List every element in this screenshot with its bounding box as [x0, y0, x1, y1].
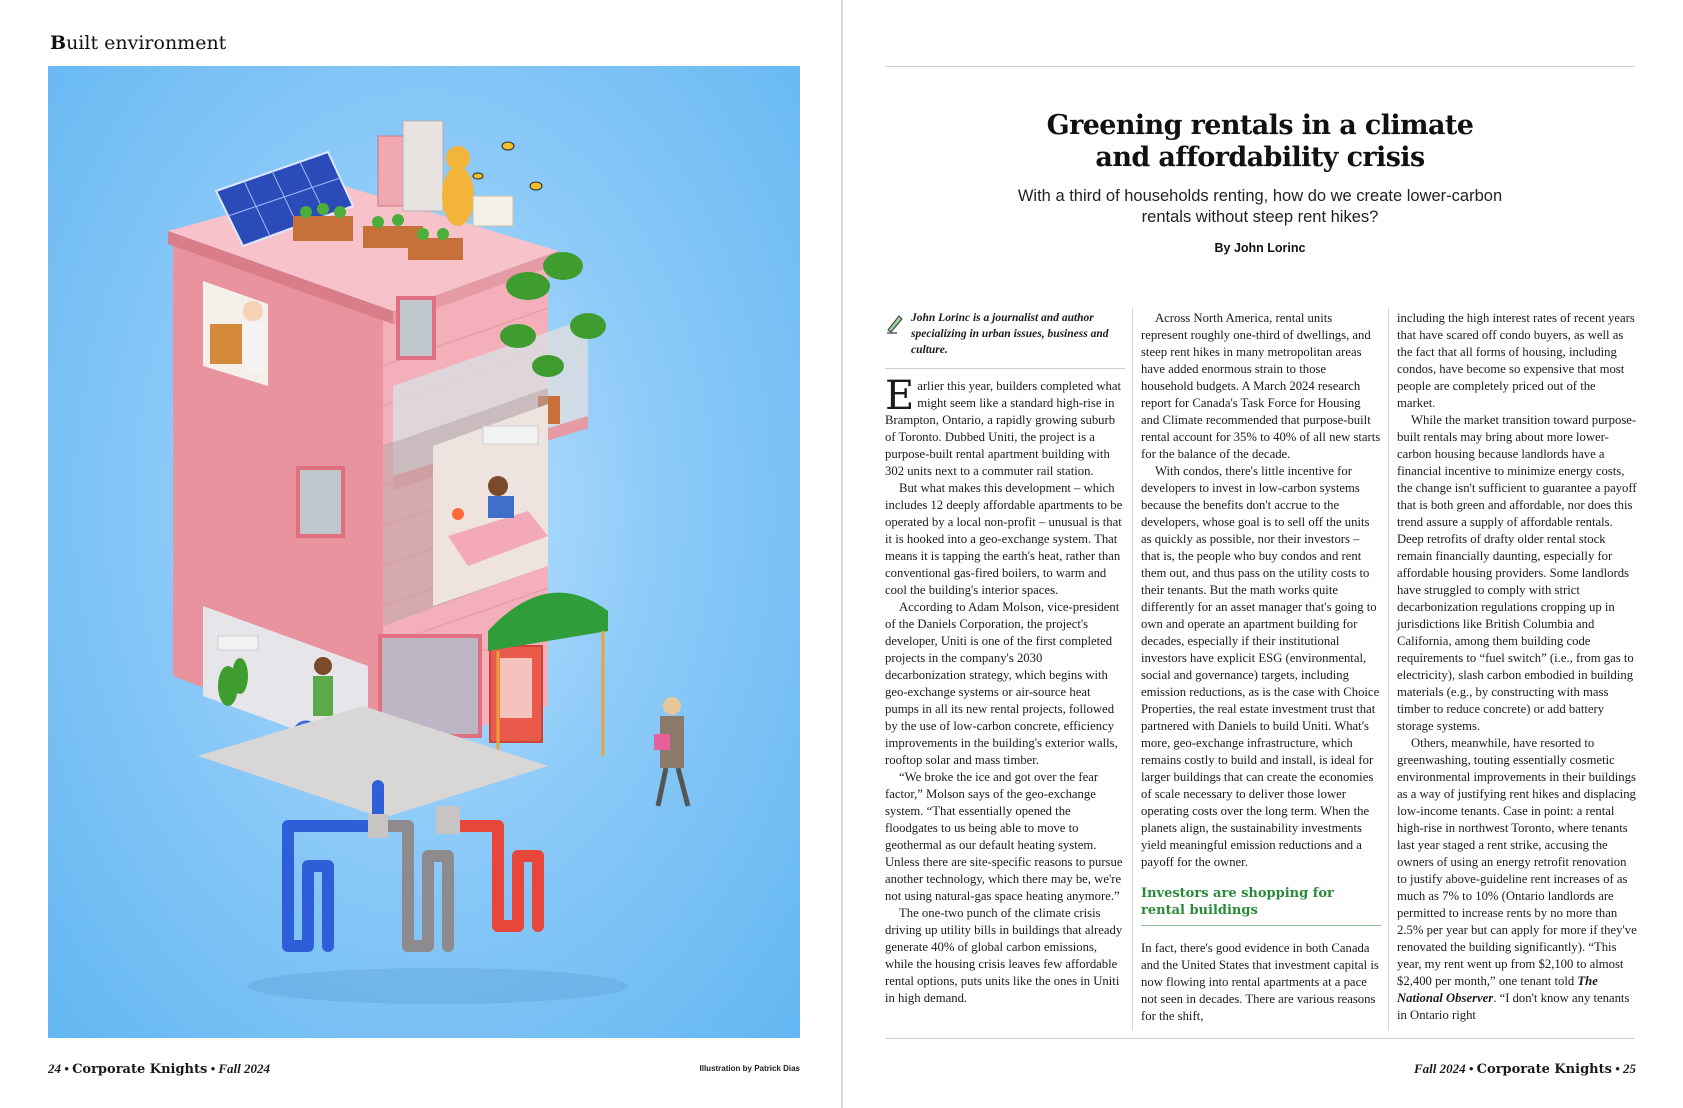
lamp [452, 508, 464, 520]
article-column-1 [885, 310, 1125, 1007]
author-bio: John Lorinc is a journalist and author specializing in urban issues, business and culture. [885, 310, 1125, 369]
paragraph: Across North America, rental units represent roughly one-third of dwellings, and steep rent hikes in many metropolitan areas have added enormous strain to those household budgets. A March 2024 research report for Canada's Task Force for Housing and Climate recommended that purpose-built rental account for 35% to 40% of all new starts for the balance of the decade. [1141, 311, 1381, 461]
shopping-bag [654, 734, 670, 750]
folio-right: Fall 2024 • Corporate Knights • 25 [1413, 1061, 1636, 1077]
column-divider [1388, 308, 1389, 1030]
publication-name: The National Observer [1397, 974, 1598, 1005]
paragraph: With condos, there's little incentive for developers to invest in low-carbon systems because the benefits don't accrue to the developers, whose goal is to sell off the units as quickly as possible, nor their investors – that is, the people who buy condos and rent them out, and thus pass on the utility costs to their tenants. But the math works quite differently for an asset manager that's going to own and operate an apartment building for decades, especially if their institutional investors have explicit ESG (environmental, social and governance) targets, including emission reductions, as is the case with Choice Properties, the real estate investment trust that partnered with Daniels to build Uniti. What's more, geo-exchange infrastructure, which remains costly to build and install, is ideal for larger buildings that can create the economies of scale necessary to deliver those lower operating costs over the long term. When the planets align, the sustainability investments yield meaningful emission reductions and a payoff for the owner. [1141, 464, 1380, 869]
window [298, 468, 343, 536]
pedestrian [663, 697, 681, 715]
column-divider [1132, 308, 1133, 1030]
planter [293, 216, 353, 241]
beekeeper [442, 166, 474, 226]
paragraph: While the market transition toward purpose-built rentals may bring about more lower-carbon housing because landlords have a financial incentive to minimize energy costs, the change isn't sufficient to guarantee a payoff that is both green and affordable, nor does this trend assure a supply of affordable rentals. Deep retrofits of drafty older rental stock remain financially daunting, especially for affordable housing providers. Some landlords have struggled to comply with strict decarbonization regulations cropping up in jurisdictions like British Columbia and California, among them building code requirements to “fuel switch” (i.e., from gas to electricity), slash carbon embodied in building materials (e.g., by constructing with mass timber to reduce concrete) or add battery storage systems. [1397, 413, 1637, 733]
reading-person [488, 476, 508, 496]
drop-cap: E [885, 373, 915, 419]
illustration-credit: Illustration by Patrick Dias [699, 1064, 800, 1073]
building-illustration [48, 66, 800, 1038]
paragraph: According to Adam Molson, vice-president of the Daniels Corporation, the project's developer, Uniti is one of the first completed projects in the company's 2030 decarbonization strategy, which begins with geo-exchange systems or air-source heat pumps in all its new rental projects, followed by the use of low-carbon concrete, efficiency improvements in the building's exterior walls, rooftop solar and mass timber. [885, 600, 1120, 767]
cyclist [314, 657, 332, 675]
geo-exchange-pipes [288, 786, 538, 946]
paragraph: Earlier this year, builders completed what might seem like a standard high-rise in Brampton, Ontario, a rapidly growing suburb of Toronto. Dubbed Uniti, the project is a purpose-built rental apartment building with 302 units next to a commuter rail station. [885, 373, 1122, 478]
left-page [0, 0, 841, 1108]
byline: By John Lorinc [1214, 241, 1306, 255]
right-page [843, 0, 1683, 1108]
paragraph: In fact, there's good evidence in both Canada and the United States that investment capital is now flowing into rental apartments at a pace not seen in decades. There are various reasons for the shift, [1141, 941, 1379, 1023]
article-column-2 [1141, 310, 1381, 1025]
window [398, 298, 434, 358]
article-column-3 [1397, 310, 1637, 1024]
rooftop-cabinet [403, 121, 443, 211]
bottom-rule [885, 1038, 1635, 1039]
pen-icon [885, 310, 905, 358]
folio-left: 24 • Corporate Knights • Fall 2024 [48, 1061, 271, 1077]
beehive [473, 196, 513, 226]
subhead: Investors are shopping for rental buildings [1141, 885, 1381, 926]
paragraph: Others, meanwhile, have resorted to greenwashing, touting essentially cosmetic environmental improvements in their buildings as a way of justifying rent hikes and displacing low-income tenants. Case in point: a rental high-rise in northwest Toronto, where tenants last year staged a rent strike, accusing the owners of using an energy retrofit renovation to justify above-guideline rent increases of as much as 7% to 10% (Ontario landlords are permitted to increase rents by no more than 2.5% per year but can apply for more if they've renovated the building significantly). “This year, my rent went up from $2,100 to almost $2,400 per month,” one tenant told The National Observer. “I don't know any tenants in Ontario right [1397, 736, 1637, 1022]
dek: With a third of households renting, how do we create lower-carbon rentals without steep rent hikes? [1017, 187, 1503, 226]
air-conditioner [483, 426, 538, 444]
building-illustration-svg [48, 66, 800, 1038]
paragraph: including the high interest rates of recent years that have scared off condo buyers, as well as the fact that all forms of housing, including condos, have become so expensive that most people are completely priced out of the market. [1397, 311, 1635, 410]
paragraph: The one-two punch of the climate crisis driving up utility bills in buildings that already generate 40% of global carbon emissions, while the housing crisis leaves few affordable rental options, puts units like the ones in Uniti in high demand. [885, 906, 1123, 1005]
headline: Greening rentals in a climate and affordability crisis [1046, 110, 1474, 173]
section-label: Built environment [50, 32, 227, 54]
paragraph: But what makes this development – which includes 12 deeply affordable apartments to be operated by a local non-profit – unusual is that it is hooked into a geo-exchange system. That means it is tapping the earth's heat, rather than conventional gas-fired boilers, to warm and cool the building's interior spaces. [885, 481, 1123, 597]
top-rule [885, 66, 1635, 67]
paragraph: “We broke the ice and got over the fear factor,” Molson says of the geo-exchange system. “That essentially opened the floodgates to us being able to move to geothermal as our default heating system. Unless there are site-specific reasons to pursue another technology, which there may be, we're not using natural-gas space heating anymore.” [885, 770, 1123, 903]
